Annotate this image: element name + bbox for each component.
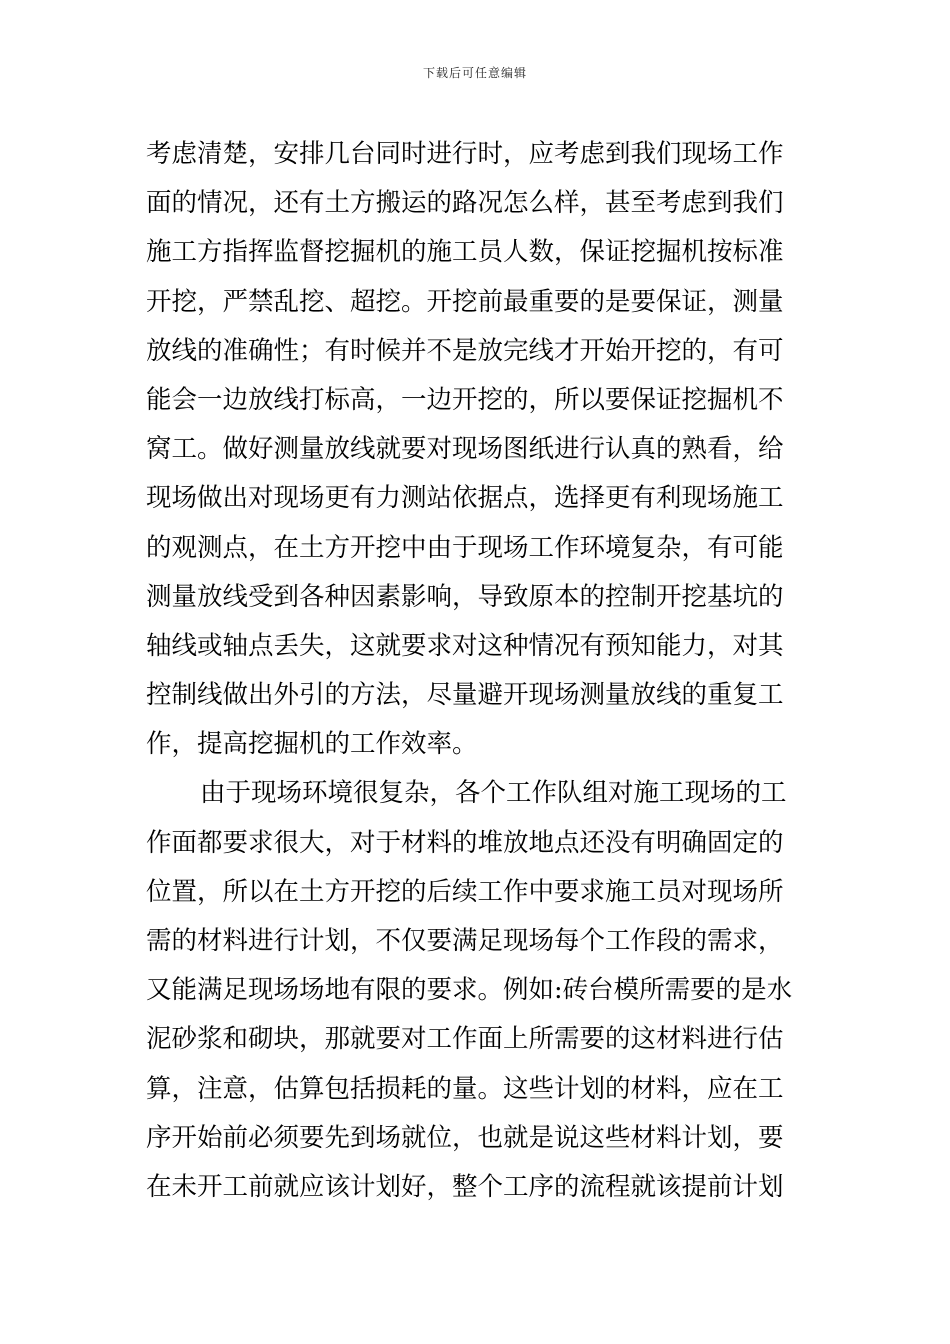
document-body — [146, 130, 808, 1212]
text-line: 现场做出对现场更有力测站依据点，选择更有利现场施工 — [146, 483, 784, 514]
text-line: 轴线或轴点丢失，这就要求对这种情况有预知能力，对其 — [146, 630, 784, 661]
text-line: 测量放线受到各种因素影响，导致原本的控制开挖基坑的 — [146, 581, 784, 612]
text-line: 序开始前必须要先到场就位，也就是说这些材料计划，要 — [146, 1122, 784, 1153]
text-line: 考虑清楚，安排几台同时进行时，应考虑到我们现场工作 — [146, 139, 784, 169]
text-line-indented: 由于现场环境很复杂，各个工作队组对施工现场的工 — [200, 778, 787, 809]
text-line: 又能满足现场场地有限的要求。例如:砖台模所需要的是水 — [146, 975, 793, 1006]
text-line: 需的材料进行计划，不仅要满足现场每个工作段的需求， — [146, 926, 784, 956]
paragraph-2 — [146, 769, 808, 1212]
text-line: 算，注意，估算包括损耗的量。这些计划的材料，应在工 — [146, 1073, 784, 1104]
text-line: 泥砂浆和砌块，那就要对工作面上所需要的这材料进行估 — [146, 1024, 784, 1055]
text-line: 位置，所以在土方开挖的后续工作中要求施工员对现场所 — [146, 876, 784, 907]
text-line: 面的情况，还有土方搬运的路况怎么样，甚至考虑到我们 — [146, 188, 784, 219]
text-line: 施工方指挥监督挖掘机的施工员人数，保证挖掘机按标准 — [146, 237, 784, 268]
text-line: 能会一边放线打标高，一边开挖的，所以要保证挖掘机不 — [146, 384, 784, 415]
text-line: 的观测点，在土方开挖中由于现场工作环境复杂，有可能 — [146, 532, 784, 563]
text-line: 作，提高挖掘机的工作效率。 — [146, 729, 478, 760]
text-line: 在未开工前就应该计划好，整个工序的流程就该提前计划 — [146, 1171, 784, 1202]
text-line: 窝工。做好测量放线就要对现场图纸进行认真的熟看，给 — [146, 434, 784, 465]
text-line: 放线的准确性；有时候并不是放完线才开始开挖的，有可 — [146, 335, 784, 366]
text-line: 控制线做出外引的方法，尽量避开现场测量放线的重复工 — [146, 680, 784, 711]
text-line: 作面都要求很大，对于材料的堆放地点还没有明确固定的 — [146, 827, 784, 858]
paragraph-1 — [146, 130, 808, 769]
text-line: 开挖，严禁乱挖、超挖。开挖前最重要的是要保证，测量 — [146, 286, 784, 317]
page-header: 下载后可任意编辑 — [422, 66, 527, 80]
